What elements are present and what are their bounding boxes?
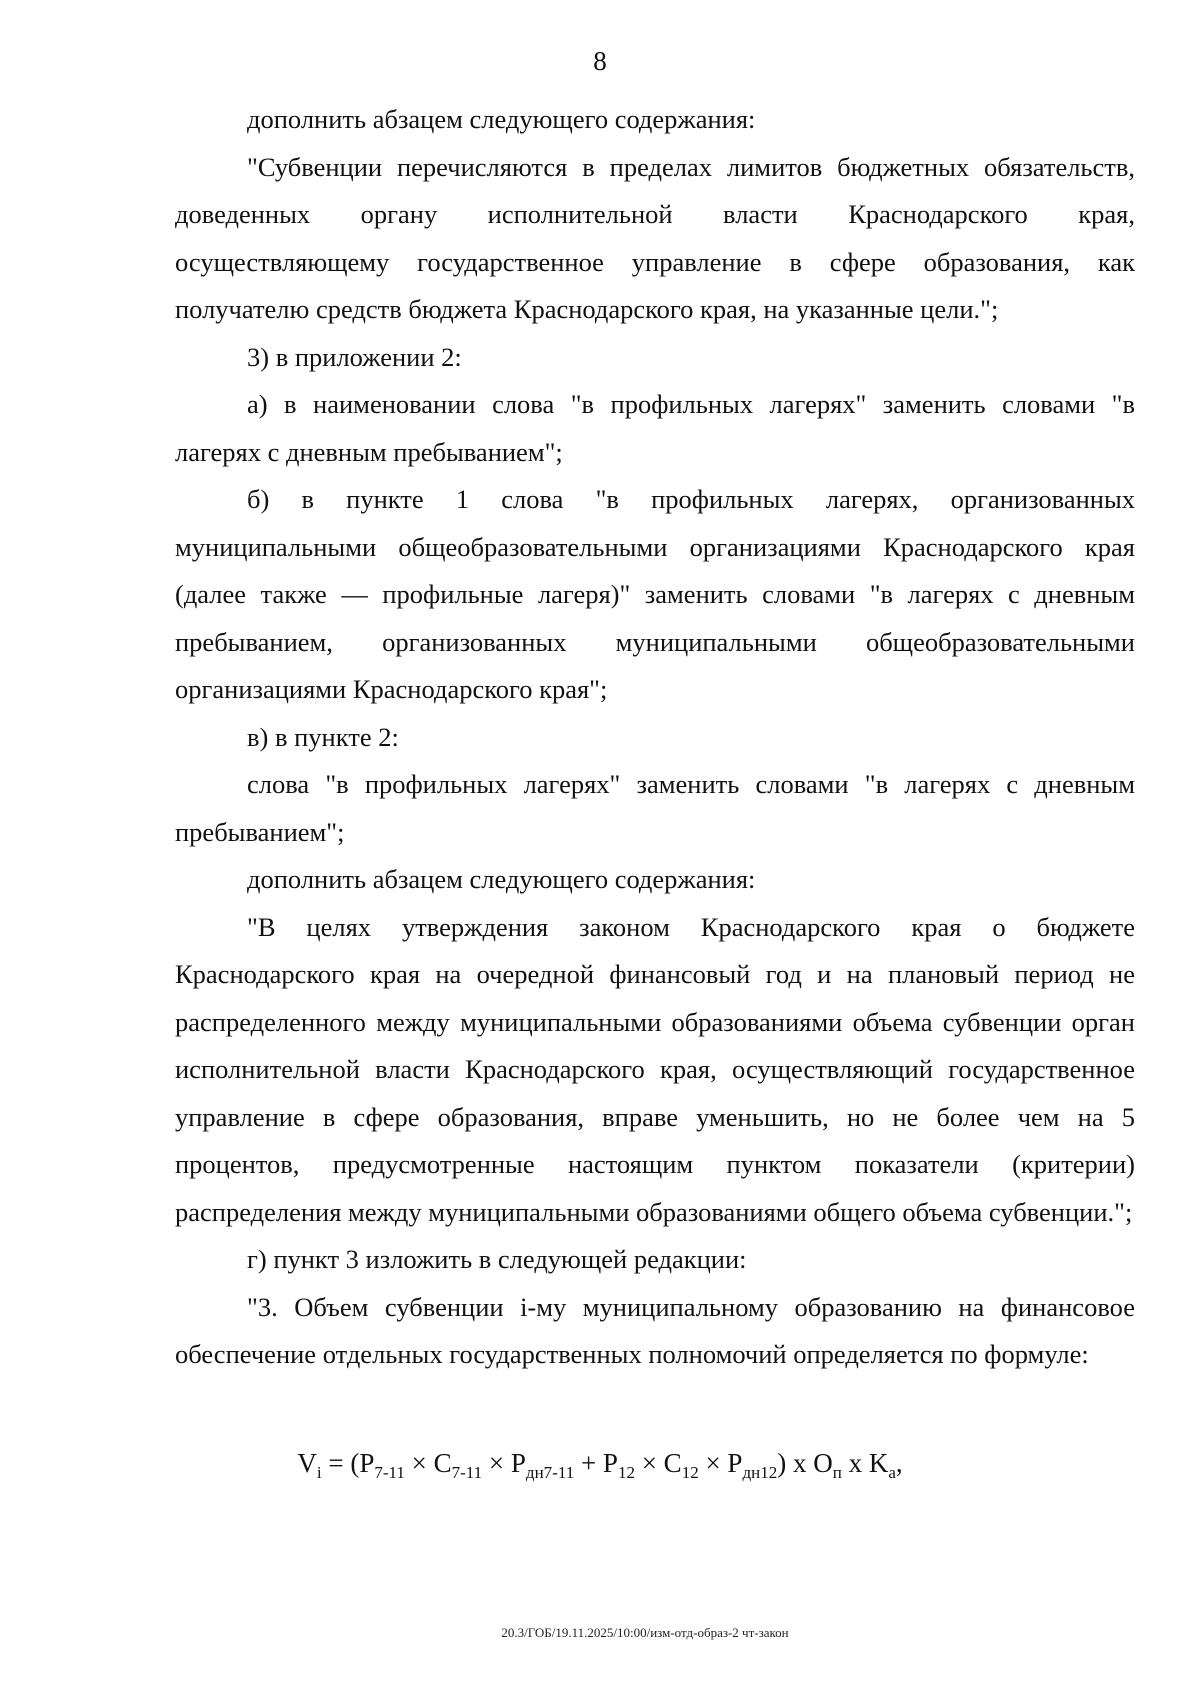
- formula-plus: + P: [574, 1448, 618, 1478]
- formula-v: V: [297, 1448, 317, 1478]
- formula-c2-sub: 12: [681, 1463, 699, 1482]
- paragraph-10: г) пункт 3 изложить в следующей редакции:: [247, 1244, 747, 1274]
- formula-eq-open: = (P: [321, 1448, 375, 1478]
- page-number: 8: [593, 46, 607, 76]
- formula-p1-sub: 7-11: [374, 1463, 405, 1482]
- paragraph-7: слова "в профильных лагерях" заменить словами "в лагерях с дневным пребыванием";: [175, 769, 1135, 847]
- paragraph-2: "Субвенции перечисляются в пределах лимитов бюджетных обязательств, доведенных органу исполнительной власти Краснодарского края, осуществляющему государственное управление в сфере образования, как получателю средств бюджета Краснодарского края, на указанные цели.";: [175, 151, 1135, 324]
- formula-pdn1-sub: дн7-11: [525, 1463, 575, 1482]
- paragraph-4: а) в наименовании слова "в профильных лагерях" заменить словами "в лагерях с дневным пребыванием";: [175, 389, 1135, 467]
- paragraph-3: 3) в приложении 2:: [247, 341, 462, 372]
- paragraph-1: дополнить абзацем следующего содержания:: [247, 104, 756, 134]
- formula-v-sub: i: [316, 1463, 322, 1482]
- paragraph-6: в) в пункте 2:: [247, 721, 399, 752]
- paragraph-5: б) в пункте 1 слова "в профильных лагерях, организованных муниципальными общеобразовательными организациями Краснодарского края (далее также — профильные лагеря)" заменить словами "в лагерях с дневным пребыванием, организованных муниципальными общеобразовательными организациями Краснодарского края";: [175, 484, 1135, 704]
- formula-x2: × P: [482, 1448, 526, 1478]
- paragraph-9: "В целях утверждения законом Краснодарского края о бюджете Краснодарского края на очередной финансовый год и на плановый период не распределенного между муниципальными образованиями объема субвенции орган исполнительной власти Краснодарского края, осуществляющий государственное управление в сфере образования, вправе уменьшить, но не более чем на 5 процентов, предусмотренные настоящим пунктом показатели (критерии) распределения между муниципальными образованиями общего объема субвенции.";: [175, 911, 1135, 1227]
- formula-tail: ,: [895, 1448, 903, 1478]
- formula-close-o: ) x O: [777, 1448, 833, 1478]
- formula-x4: × P: [698, 1448, 743, 1478]
- formula-c1-sub: 7-11: [451, 1463, 483, 1482]
- formula-x3: × C: [634, 1448, 682, 1478]
- formula-x5: x K: [841, 1448, 889, 1478]
- formula-p2-sub: 12: [617, 1463, 635, 1482]
- paragraph-8: дополнить абзацем следующего содержания:: [247, 864, 756, 894]
- footer-code: 20.3/ГОБ/19.11.2025/10:00/изм-отд-образ-2 чт-закон: [501, 1625, 789, 1640]
- formula-o-sub: п: [832, 1463, 842, 1482]
- document-body: [175, 96, 1135, 1379]
- formula-pdn2-sub: дн12: [742, 1463, 778, 1482]
- paragraph-11: "3. Объем субвенции i-му муниципальному образованию на финансовое обеспечение отдельных государственных полномочий определяется по формуле:: [175, 1291, 1135, 1369]
- formula-k-sub: a: [888, 1463, 896, 1482]
- formula: [0, 1447, 1200, 1482]
- formula-x1: × C: [404, 1448, 452, 1478]
